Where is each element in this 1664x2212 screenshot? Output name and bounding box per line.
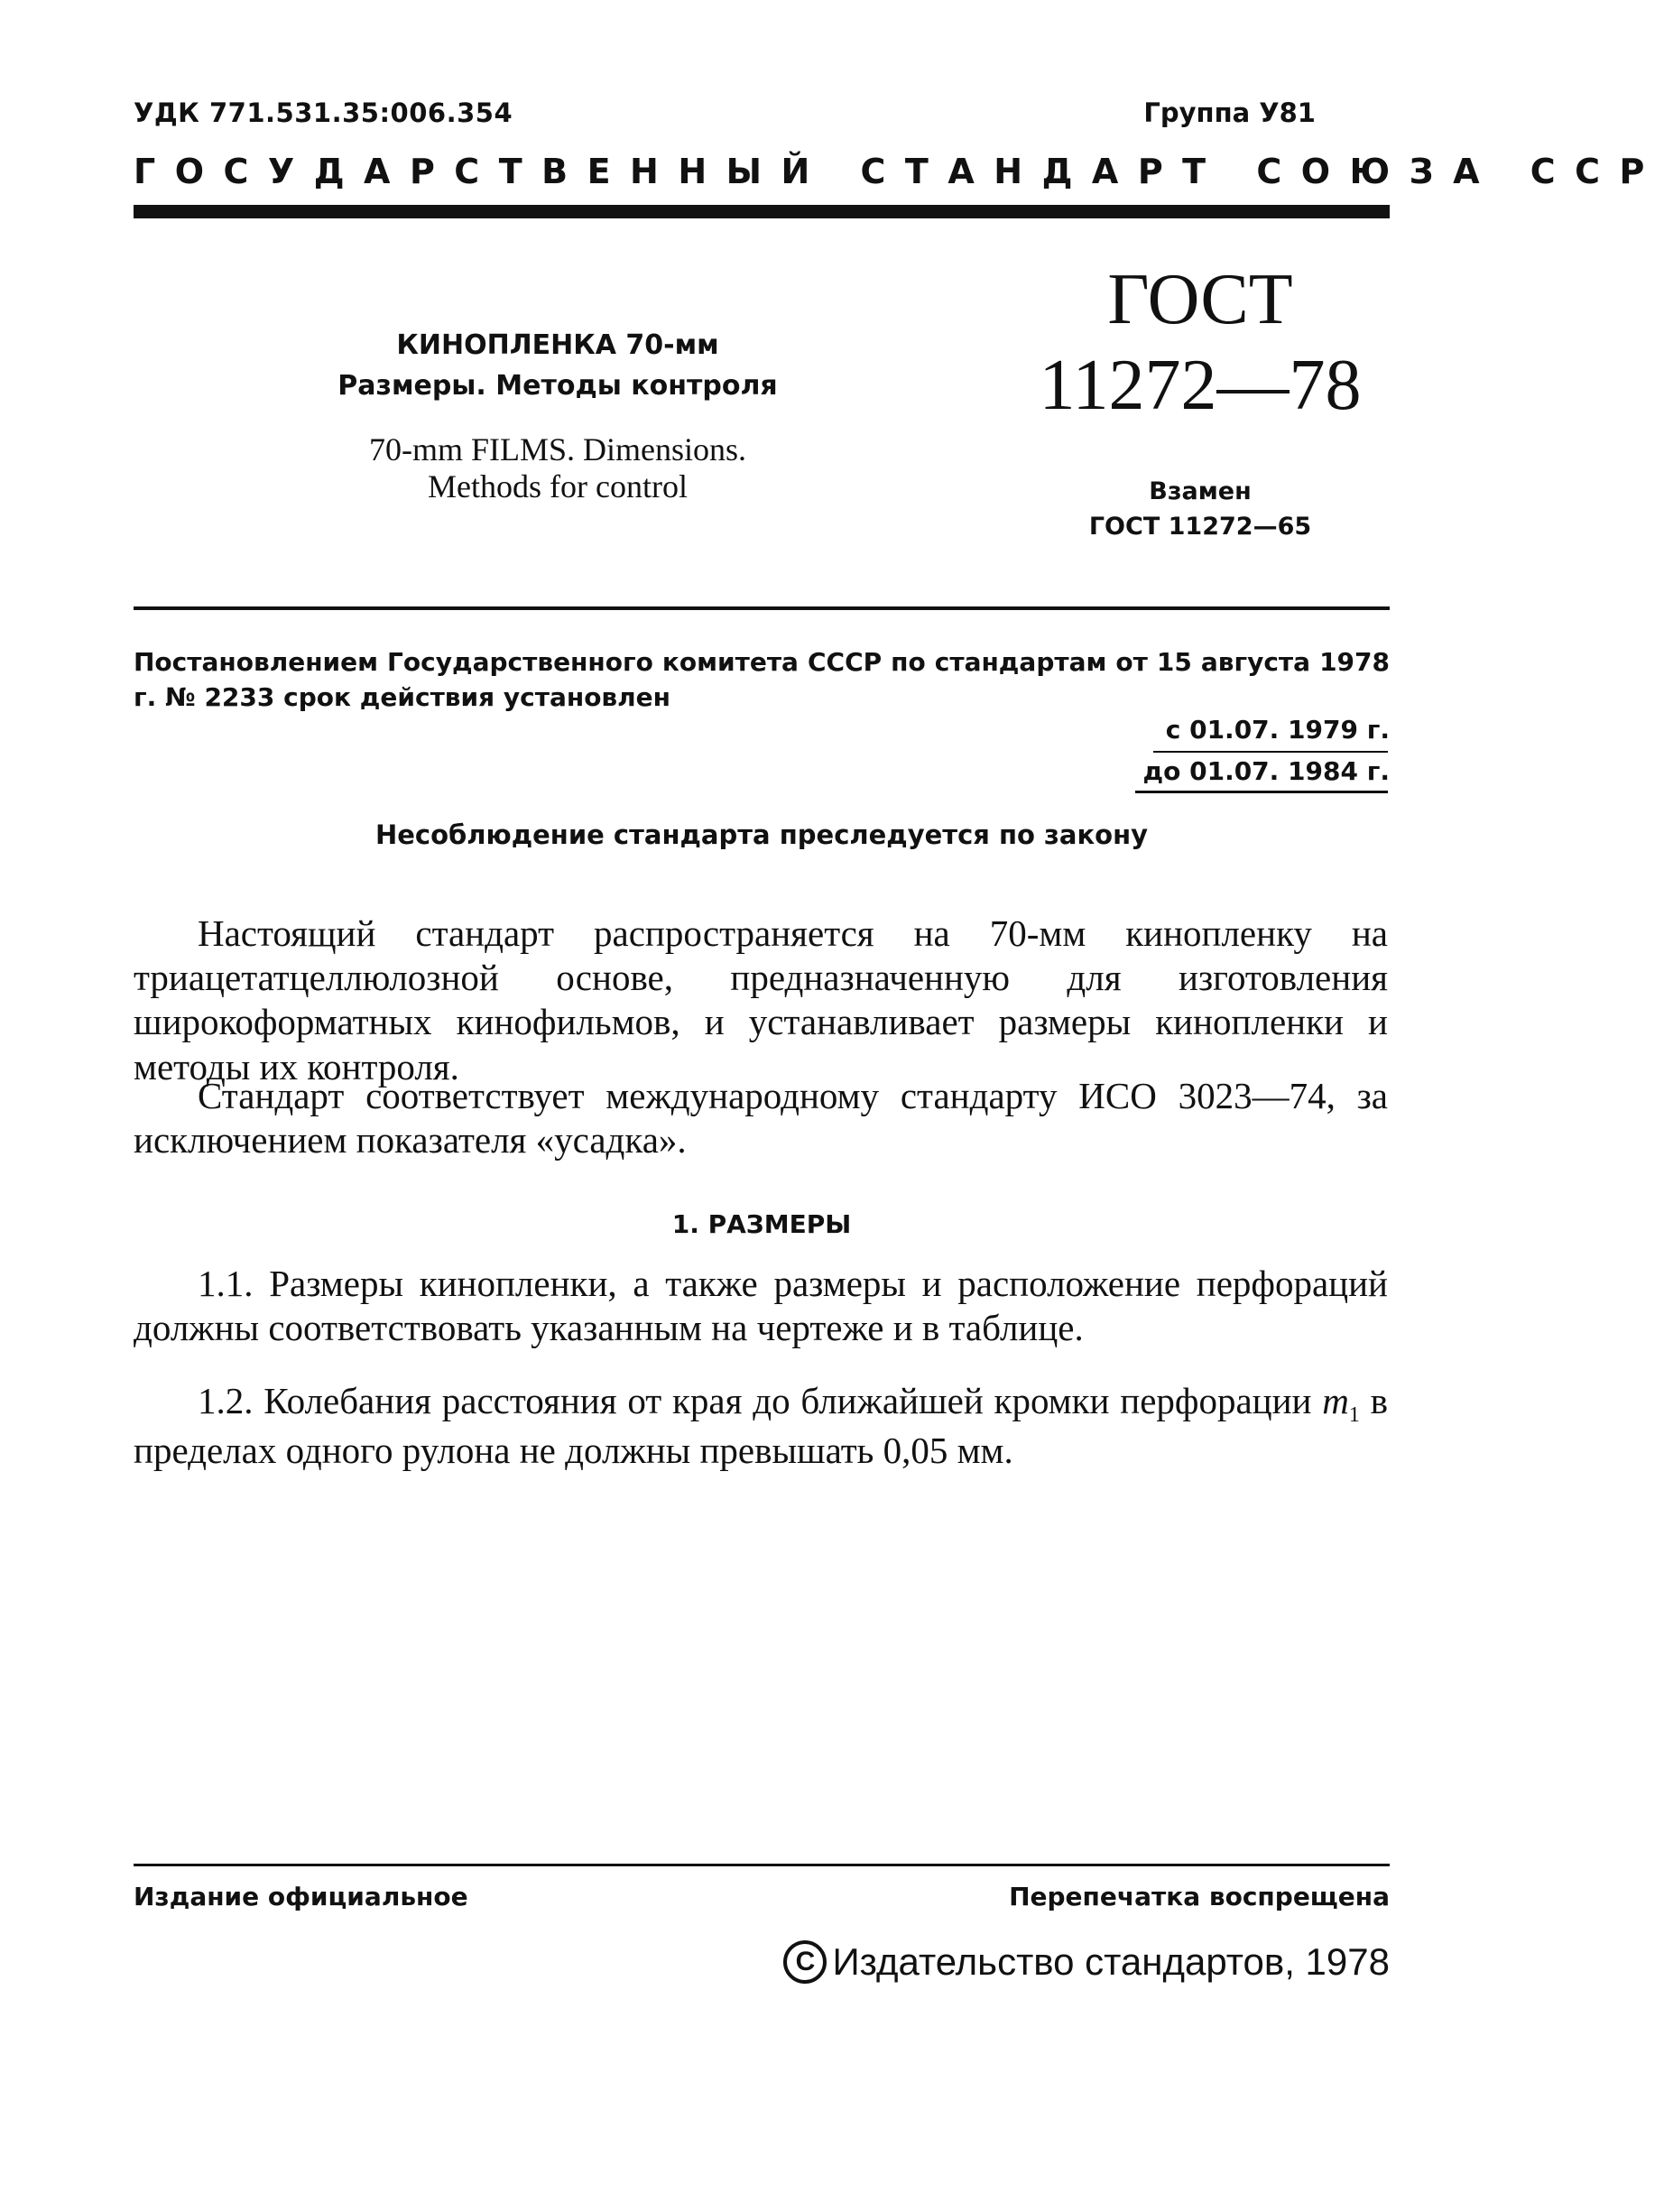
udk-code: УДК 771.531.35:006.354 bbox=[134, 97, 513, 128]
clause-1-2 bbox=[134, 1379, 1388, 1473]
title-russian bbox=[314, 325, 801, 406]
clause-1-2-end: в пределах одного рулона не должны превышать 0,05 мм. bbox=[134, 1380, 1389, 1471]
enforcement-notice: Несоблюдение стандарта преследуется по закону bbox=[374, 819, 1149, 850]
valid-to-date: до 01.07. 1984 г. bbox=[1142, 756, 1390, 786]
title-ru-line2: Размеры. Методы контроля bbox=[337, 370, 778, 402]
title-divider bbox=[134, 606, 1390, 610]
valid-from-underline bbox=[1153, 751, 1388, 753]
standard-union-heading: ГОСУДАРСТВЕННЫЙ СТАНДАРТ СОЮЗА ССР bbox=[134, 152, 1664, 191]
decree-text: Постановлением Государственного комитета СССР по стандартам от 15 августа 1978 г. № 2233 срок действия установлен bbox=[134, 647, 1390, 712]
clause-1-2-symbol: m bbox=[1322, 1380, 1349, 1421]
scope-paragraph: Настоящий стандарт распространяется на 70-мм кинопленку на триацетатцеллюлозной основе, предназначенную для изготовления широкоформатных кинофильмов, и устанавливает размеры кинопленки и методы их контроля. bbox=[134, 912, 1388, 1087]
replaces-value: ГОСТ 11272—65 bbox=[1088, 513, 1312, 541]
replaces-block bbox=[1011, 474, 1390, 544]
footer-divider bbox=[134, 1864, 1390, 1866]
title-english bbox=[314, 431, 801, 506]
official-edition-label: Издание официальное bbox=[134, 1882, 468, 1911]
publisher-line bbox=[783, 1940, 1390, 1986]
valid-from-date: с 01.07. 1979 г. bbox=[1165, 715, 1390, 745]
header-divider bbox=[134, 205, 1390, 218]
gost-number: 11272—78 bbox=[1039, 346, 1362, 425]
clause-1-1: 1.1. Размеры кинопленки, а также размеры и расположение перфораций должны соответствовать указанным на чертеже и в таблице. bbox=[134, 1263, 1388, 1349]
no-reprint-label: Перепечатка воспрещена bbox=[1009, 1882, 1390, 1911]
title-en-line2: Methods for control bbox=[428, 468, 688, 505]
clause-1-2-subscript: 1 bbox=[1348, 1403, 1360, 1428]
clause-1-2-start: 1.2. Колебания расстояния от края до ближайшей кромки перфорации bbox=[198, 1380, 1323, 1421]
group-code: Группа У81 bbox=[1143, 97, 1316, 128]
iso-compliance-paragraph: Стандарт соответствует международному стандарту ИСО 3023—74, за исключением показателя «усадка». bbox=[134, 1075, 1388, 1162]
title-ru-line1: КИНОПЛЕНКА 70-мм bbox=[396, 329, 719, 361]
title-en-line1: 70-mm FILMS. Dimensions. bbox=[368, 431, 747, 467]
replaces-label: Взамен bbox=[1149, 477, 1252, 505]
copyright-icon: С bbox=[783, 1940, 827, 1984]
section-heading: 1. РАЗМЕРЫ bbox=[671, 1209, 852, 1239]
gost-label: ГОСТ bbox=[1107, 260, 1293, 339]
valid-to-underline bbox=[1135, 791, 1388, 793]
publisher-name: Издательство стандартов, 1978 bbox=[832, 1940, 1390, 1983]
